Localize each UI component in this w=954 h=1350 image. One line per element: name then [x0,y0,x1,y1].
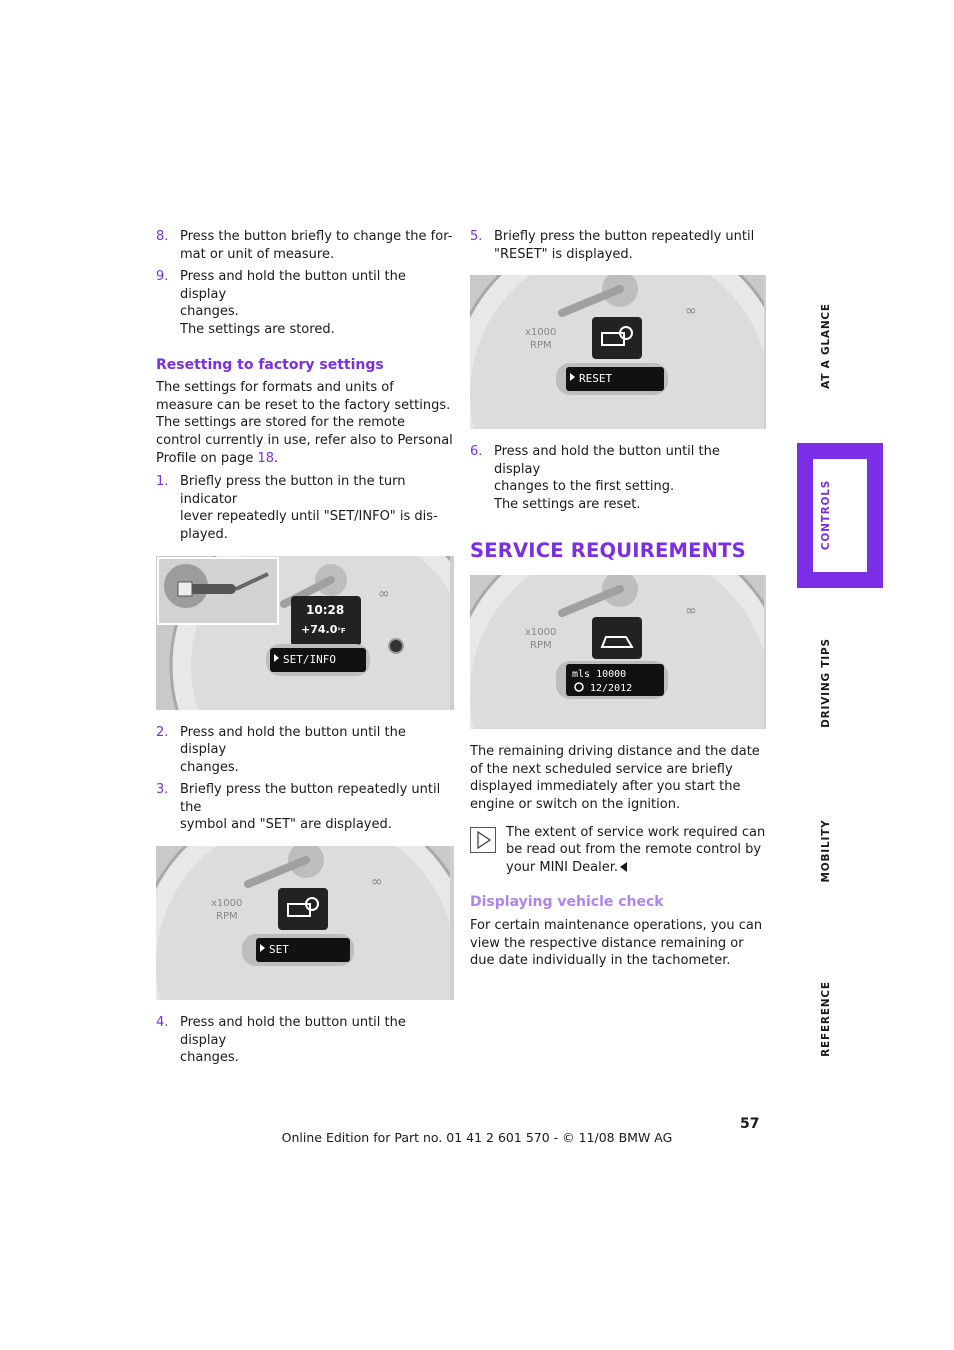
display-text: RESET [579,372,613,386]
footer-text: Online Edition for Part no. 01 41 2 601 570 - © 11/08 BMW AG [281,1130,673,1145]
step-3: 3. Briefly press the button repeatedly until the symbol and "SET" are displayed. [156,782,441,833]
step-5: 5. Briefly press the button repeatedly until "RESET" is displayed. [470,229,755,262]
step-6: 6. Press and hold the button until the display changes to the first setting. The settings are reset. [470,444,720,512]
svg-text:∞: ∞ [371,874,383,891]
svg-text:x1000: x1000 [525,327,557,339]
subheading-reset-factory: Resetting to factory settings [156,356,384,373]
section-heading: SERVICE REQUIREMENTS [470,538,746,562]
tachometer-illustration [470,575,764,729]
service-paragraph: The remaining driving distance and the date of the next scheduled service are briefly displayed immediately after you start the engine or switch on the ignition. [470,744,760,812]
tachometer-illustration [156,556,450,710]
page-link[interactable]: 18 [257,450,275,466]
figure-set-info [156,556,454,710]
step-4: 4. Press and hold the button until the display changes. [156,1015,406,1066]
clock-readout: 10:28 [306,602,345,617]
step-2: 2. Press and hold the button until the display changes. [156,724,406,775]
svg-text:x1000: x1000 [525,627,557,639]
display-text: SET/INFO [283,652,336,666]
end-marker-icon [620,862,627,872]
svg-text:RPM: RPM [530,640,552,652]
svg-text:∞: ∞ [378,585,390,602]
vehicle-check-paragraph: For certain maintenance operations, you can view the respective distance remaining or due date individually in the tachometer. [470,917,763,969]
temp-readout: +74.0°F [301,622,346,636]
reset-paragraph: The settings for formats and units of measure can be reset to the factory settings. The settings are stored for the remote control currently in use, refer also to Personal Profile on page 18. [156,380,453,466]
service-distance: mls 10000 [572,669,627,681]
subheading-vehicle-check: Displaying vehicle check [470,894,664,911]
left-column [156,228,454,1072]
tachometer-illustration [470,275,764,429]
svg-text:RPM: RPM [216,911,238,923]
figure-service [470,575,766,729]
step-8: 8. Press the button briefly to change the for- mat or unit of measure. [156,229,453,262]
display-text: SET [269,943,289,957]
step-1: 1. Briefly press the button in the turn indicator lever repeatedly until "SET/INFO" is dis- played. [156,474,438,542]
svg-text:RPM: RPM [530,340,552,352]
svg-text:∞: ∞ [685,603,697,620]
right-column [470,228,766,976]
figure-set [156,846,454,1000]
note-block: The extent of service work required can be read out from the remote control by your MINI Dealer. [470,824,766,877]
service-date: 12/2012 [590,683,633,695]
tachometer-illustration [156,846,450,1000]
figure-reset [470,275,766,429]
step-9: 9. Press and hold the button until the display changes. The settings are stored. [156,269,406,337]
svg-text:∞: ∞ [685,303,697,320]
note-play-icon [470,827,496,853]
svg-text:x1000: x1000 [211,898,243,910]
page-number: 57 [740,1116,760,1132]
